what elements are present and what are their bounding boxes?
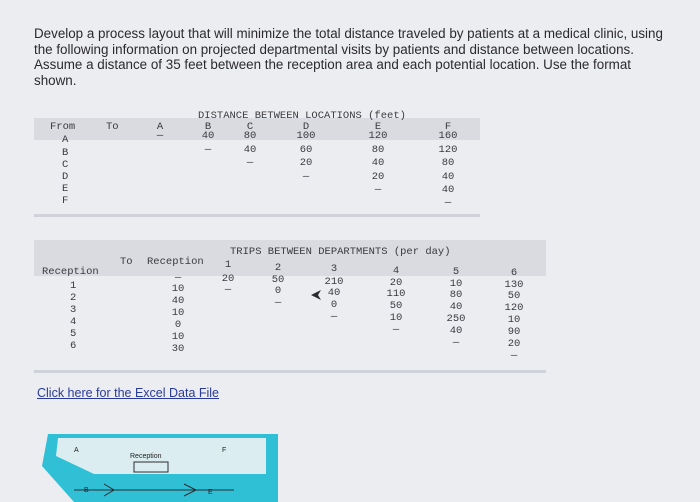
distance-cell: 120 bbox=[368, 130, 388, 142]
trips-cell: — bbox=[392, 323, 400, 336]
trips-cell: 40 bbox=[171, 295, 185, 307]
diagram-label-a: A bbox=[74, 447, 79, 454]
trips-col-header-6: 6 bbox=[510, 267, 518, 279]
distance-to-label: To bbox=[106, 121, 119, 133]
distance-cell: 40 bbox=[201, 130, 215, 142]
distance-cell: 100 bbox=[296, 130, 316, 142]
distance-col-header-c: C bbox=[246, 121, 254, 133]
distance-cell: 40 bbox=[441, 170, 455, 183]
trips-cell: 10 bbox=[507, 314, 521, 327]
distance-row-label-e: E bbox=[62, 183, 69, 195]
trips-reception-cell: 10 bbox=[449, 278, 463, 290]
distance-cell: 160 bbox=[438, 130, 458, 142]
distance-row-label-d: D bbox=[62, 171, 69, 183]
trips-cell: 120 bbox=[504, 302, 524, 315]
problem-statement: Develop a process layout that will minimize the total distance traveled by patients at a medical clinic, using the following information on projected departmental visits by patients and distance between locations. Assume a distance of 35 feet between the reception area and each potential location. Use the format shown. bbox=[34, 26, 663, 88]
distance-col-header-f: F bbox=[444, 121, 452, 133]
trips-row-label-3: 3 bbox=[70, 304, 77, 316]
distance-row-label-f: F bbox=[62, 195, 69, 207]
diagram-label-b: B bbox=[84, 487, 89, 494]
distance-cell: — bbox=[374, 183, 382, 196]
trips-table-title: TRIPS BETWEEN DEPARTMENTS (per day) bbox=[230, 246, 451, 258]
distance-row-label-a: A bbox=[62, 134, 69, 146]
distance-cell: 40 bbox=[371, 157, 385, 170]
trips-cell: 50 bbox=[507, 290, 521, 303]
distance-row-label-b: B bbox=[62, 147, 69, 159]
distance-col-header-e: E bbox=[374, 121, 382, 133]
trips-cell: — bbox=[330, 310, 338, 323]
trips-cell: 80 bbox=[449, 289, 463, 301]
distance-cell: 20 bbox=[299, 157, 313, 170]
trips-row-label-1: 1 bbox=[70, 280, 77, 292]
trips-reception-cell: 20 bbox=[221, 273, 235, 286]
distance-cell: — bbox=[246, 157, 254, 170]
distance-col-header-d: D bbox=[302, 121, 310, 133]
trips-row-label-2: 2 bbox=[70, 292, 77, 304]
trips-col-header-4: 4 bbox=[392, 265, 400, 277]
trips-cell: 10 bbox=[389, 311, 403, 324]
distance-cell: 80 bbox=[441, 157, 455, 170]
distance-cell: 80 bbox=[243, 130, 257, 142]
trips-col-header-5: 5 bbox=[452, 266, 460, 278]
trips-cell: 50 bbox=[389, 299, 403, 312]
trips-cell: — bbox=[224, 284, 232, 297]
trips-cell: 40 bbox=[327, 286, 341, 299]
trips-cell: 110 bbox=[386, 287, 406, 300]
trips-cell: 250 bbox=[446, 313, 466, 325]
trips-row-label-5: 5 bbox=[70, 328, 77, 340]
distance-table-bottom-rule bbox=[34, 214, 480, 217]
distance-from-label: From bbox=[50, 121, 76, 133]
distance-cell: 40 bbox=[243, 144, 257, 157]
trips-reception-cell: 50 bbox=[271, 274, 285, 287]
trips-cell: — bbox=[510, 350, 518, 363]
distance-cell: 20 bbox=[371, 170, 385, 183]
distance-table-title: DISTANCE BETWEEN LOCATIONS (feet) bbox=[198, 110, 406, 122]
excel-data-link[interactable]: Click here for the Excel Data File bbox=[37, 386, 220, 400]
distance-cell: 80 bbox=[371, 144, 385, 157]
trips-cell: 10 bbox=[171, 307, 185, 319]
distance-cell: 120 bbox=[438, 144, 458, 157]
distance-row-label-c: C bbox=[62, 159, 69, 171]
distance-cell: — bbox=[302, 170, 310, 183]
trips-col-header-3: 3 bbox=[330, 263, 338, 275]
layout-diagram bbox=[34, 430, 284, 502]
trips-cell: 90 bbox=[507, 326, 521, 339]
trips-cell: 20 bbox=[507, 338, 521, 351]
trips-reception-cell: 130 bbox=[504, 279, 524, 292]
trips-cell: — bbox=[452, 337, 460, 349]
diagram-label-f: F bbox=[222, 447, 227, 454]
trips-cell: 40 bbox=[449, 325, 463, 337]
trips-cell: 30 bbox=[171, 343, 185, 355]
trips-cell: 10 bbox=[171, 283, 185, 295]
trips-cell: 0 bbox=[274, 285, 282, 298]
trips-cell: — bbox=[274, 297, 282, 310]
trips-col-header-2: 2 bbox=[274, 262, 282, 274]
trips-row-label-6: 6 bbox=[70, 340, 77, 352]
trips-reception-header: Reception bbox=[147, 256, 204, 268]
distance-col-header-b: B bbox=[204, 121, 212, 133]
trips-reception-cell: — bbox=[174, 272, 182, 284]
trips-reception-cell: 210 bbox=[324, 275, 344, 288]
distance-cell: — bbox=[444, 197, 452, 209]
trips-cell: 10 bbox=[171, 331, 185, 343]
diagram-label-reception: Reception bbox=[130, 453, 162, 460]
distance-col-header-a: A bbox=[156, 121, 164, 133]
trips-cell: 40 bbox=[449, 301, 463, 313]
trips-cell: 0 bbox=[174, 319, 182, 331]
distance-cell: 60 bbox=[299, 144, 313, 157]
trips-reception-row-label: Reception bbox=[42, 266, 99, 278]
distance-cell: 40 bbox=[441, 183, 455, 196]
diagram-label-e: E bbox=[208, 489, 213, 496]
distance-cell: — bbox=[204, 144, 212, 157]
trips-reception-cell: 20 bbox=[389, 276, 403, 289]
trips-col-header-1: 1 bbox=[224, 259, 232, 271]
trips-cell: 0 bbox=[330, 298, 338, 311]
trips-row-label-4: 4 bbox=[70, 316, 77, 328]
trips-table-bottom-rule bbox=[34, 370, 546, 373]
trips-to-label: To bbox=[120, 256, 133, 268]
distance-cell: — bbox=[156, 130, 164, 142]
arrow-cursor-icon bbox=[310, 289, 324, 301]
